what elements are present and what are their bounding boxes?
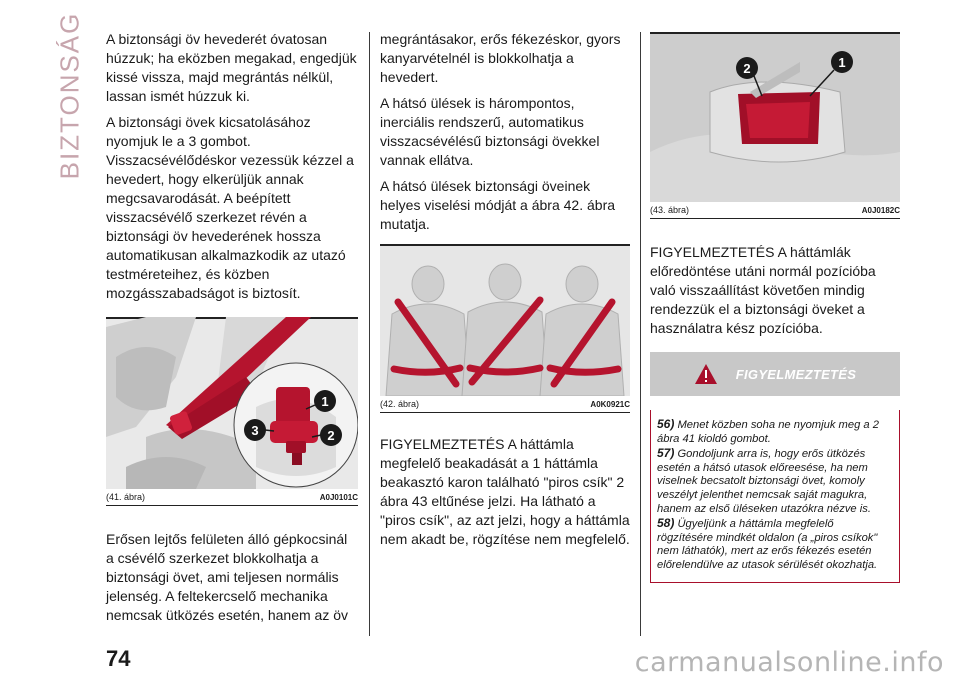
figure-42-image [380, 244, 630, 396]
paragraph: FIGYELMEZTETÉS A háttámla megfelelő beakadását a 1 háttámla beakasztó karon található "piros csík" 2 ábra 43 eltűnése jelzi. Ha látható a "piros csík", az azt jelzi, hogy a háttámla nem akadt be, rögzítése nem megfelelő. [380, 436, 630, 547]
callout-2: 2 [327, 428, 335, 443]
figure-42 [380, 244, 630, 413]
figure-caption [106, 489, 358, 506]
warning-text: Gondoljunk arra is, hogy erős ütközés esetén a hátsó utasok előreesése, ha nem viselnek becsatolt biztonsági övet, komoly veszélyt jelenthet nemcsak saját magukra, hanem az első üléseken utazókra nézve is. [657, 448, 871, 515]
watermark: carmanualsonline.info [634, 647, 944, 678]
warning-title: FIGYELMEZTETÉS [735, 366, 857, 382]
caption-label: (43. ábra) [650, 205, 690, 215]
figure-caption [650, 202, 900, 219]
warning-text: Menet közben soha ne nyomjuk meg a 2 ábra 41 kioldó gombot. [657, 419, 879, 445]
paragraph: A hátsó ülések is hárompontos, inerciális rendszerű, automatikus visszacsévélésű biztonsági övekkel vannak ellátva. [380, 95, 600, 168]
column-1 [106, 30, 358, 632]
column-divider [640, 32, 641, 636]
warning-box [650, 410, 900, 583]
warning-item [657, 447, 891, 516]
figure-43-image [650, 32, 900, 202]
caption-label: (42. ábra) [380, 399, 420, 409]
figure-43 [650, 32, 900, 219]
figure-41-image [106, 317, 358, 489]
callout-3: 3 [251, 423, 259, 438]
caption-label: (41. ábra) [106, 492, 146, 502]
callout-1: 1 [838, 55, 846, 70]
figure-caption [380, 396, 630, 413]
warning-num: 58) [657, 516, 675, 531]
figure-41 [106, 317, 358, 506]
paragraph: A hátsó ülések biztonsági öveinek helyes viselési módját a ábra 42. ábra mutatja. [380, 178, 616, 232]
column-3 [650, 32, 900, 583]
figure-code: A0K0921C [590, 399, 630, 409]
warning-item [657, 418, 891, 446]
warning-item [657, 517, 891, 572]
warning-text: Ügyeljünk a háttámla megfelelő rögzítésére mindkét oldalon (a „piros csíkok" nem láthatók), mert az erős fékezés esetén előrelendülve az utasok sérülését okozhatja. [657, 518, 878, 571]
page-number: 74 [106, 646, 131, 671]
paragraph: A biztonsági öv hevederét óvatosan húzzuk; ha eközben megakad, engedjük kissé vissza, majd megrántás nélkül, lassan ismét húzzuk ki. [106, 31, 357, 104]
section-tab [52, 11, 88, 179]
section-tab-label: BIZTONSÁG [54, 11, 85, 179]
column-2 [380, 30, 630, 556]
figure-code: A0J0182C [861, 205, 900, 215]
paragraph: Erősen lejtős felületen álló gépkocsinál a csévélő szerkezet blokkolhatja a biztonsági övet, ami teljesen normális jelenség. A feltekercselő mechanika nemcsak ütközés esetén, hanem az öv [106, 531, 349, 623]
warning-num: 57) [657, 446, 675, 461]
warning-num: 56) [657, 417, 675, 431]
warning-icon [694, 363, 718, 385]
paragraph: FIGYELMEZTETÉS A háttámlák előredöntése utáni normál pozícióba való visszaállítást követően mindig rendezzük el a biztonsági öveket a használatra kész pozícióba. [650, 244, 876, 336]
figure-code: A0J0101C [319, 492, 358, 502]
paragraph: megrántásakor, erős fékezéskor, gyors kanyarvételnél is blokkolhatja a hevedert. [380, 31, 621, 85]
warning-header [650, 352, 900, 396]
callout-2: 2 [743, 61, 751, 76]
paragraph: A biztonsági övek kicsatolásához nyomjuk le a 3 gombot. Visszacsévélődéskor vezessük kézzel a hevedert, hogy elkerüljük annak megcsavarodását. A beépített visszacsévélő szerkezet révén a biztonsági öv hevederének hossza automatikusan alkalmazkodik az utazó testméreteihez, és közben mozgásszabadságot is biztosít. [106, 114, 354, 301]
column-divider [369, 32, 370, 636]
callout-1: 1 [321, 394, 329, 409]
